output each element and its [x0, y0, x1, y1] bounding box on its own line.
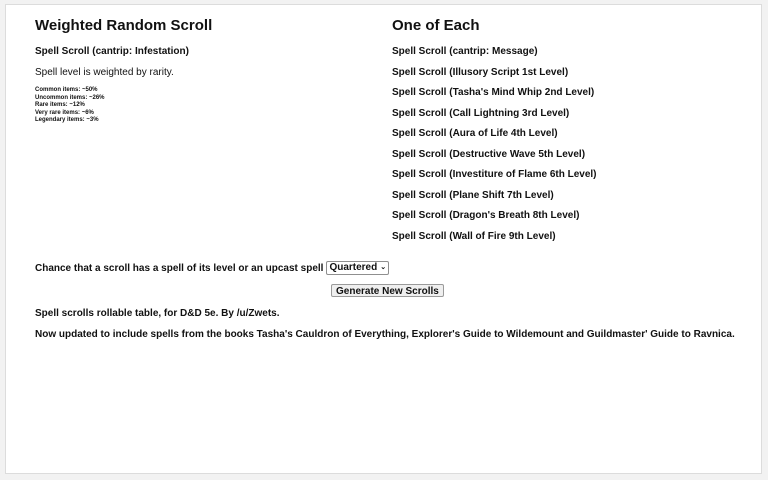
- rarity-common: Common items: ~50%: [35, 87, 98, 93]
- generate-new-scrolls-button[interactable]: Generate New Scrolls: [331, 284, 444, 297]
- scroll-cantrip: Spell Scroll (cantrip: Message): [392, 46, 538, 57]
- scroll-level-5: Spell Scroll (Destructive Wave 5th Level): [392, 148, 586, 160]
- scroll-level-8: Spell Scroll (Dragon's Breath 8th Level): [392, 210, 580, 221]
- rarity-uncommon: Uncommon items: ~26%: [35, 94, 105, 101]
- page-frame: [5, 4, 762, 474]
- scroll-level-7: Spell Scroll (Plane Shift 7th Level): [392, 189, 554, 201]
- scroll-level-3: Spell Scroll (Call Lightning 3rd Level): [392, 107, 570, 119]
- weighted-note: Spell level is weighted by rarity.: [35, 67, 174, 78]
- rarity-rare: Rare items: ~12%: [35, 102, 85, 108]
- scroll-level-4: Spell Scroll (Aura of Life 4th Level): [392, 128, 558, 139]
- weighted-result: Spell Scroll (cantrip: Infestation): [35, 46, 189, 57]
- scroll-level-9: Spell Scroll (Wall of Fire 9th Level): [392, 230, 556, 242]
- scroll-level-6: Spell Scroll (Investiture of Flame 6th Level): [392, 169, 597, 180]
- chance-select-value: Quartered: [329, 262, 378, 273]
- chance-label: Chance that a scroll has a spell of its level or an upcast spell: [35, 262, 324, 274]
- weighted-title: Weighted Random Scroll: [35, 17, 213, 34]
- credit-text: Spell scrolls rollable table, for D&D 5e. By /u/Zwets.: [35, 308, 280, 319]
- scroll-level-2: Spell Scroll (Tasha's Mind Whip 2nd Level): [392, 87, 595, 98]
- update-text: Now updated to include spells from the books Tasha's Cauldron of Everything, Explorer's Guide to Wildemount and Guildmaster' Guide to Ravnica.: [35, 329, 735, 340]
- rarity-legendary: Legendary items: ~3%: [35, 117, 99, 123]
- scroll-level-1: Spell Scroll (Illusory Script 1st Level): [392, 66, 569, 78]
- rarity-list: [35, 87, 105, 125]
- chevron-down-icon: ⌄: [380, 264, 387, 271]
- chance-row: [35, 261, 389, 275]
- chance-select[interactable]: [326, 261, 389, 275]
- one-of-each-title: One of Each: [392, 17, 480, 34]
- rarity-very-rare: Very rare items: ~6%: [35, 109, 94, 116]
